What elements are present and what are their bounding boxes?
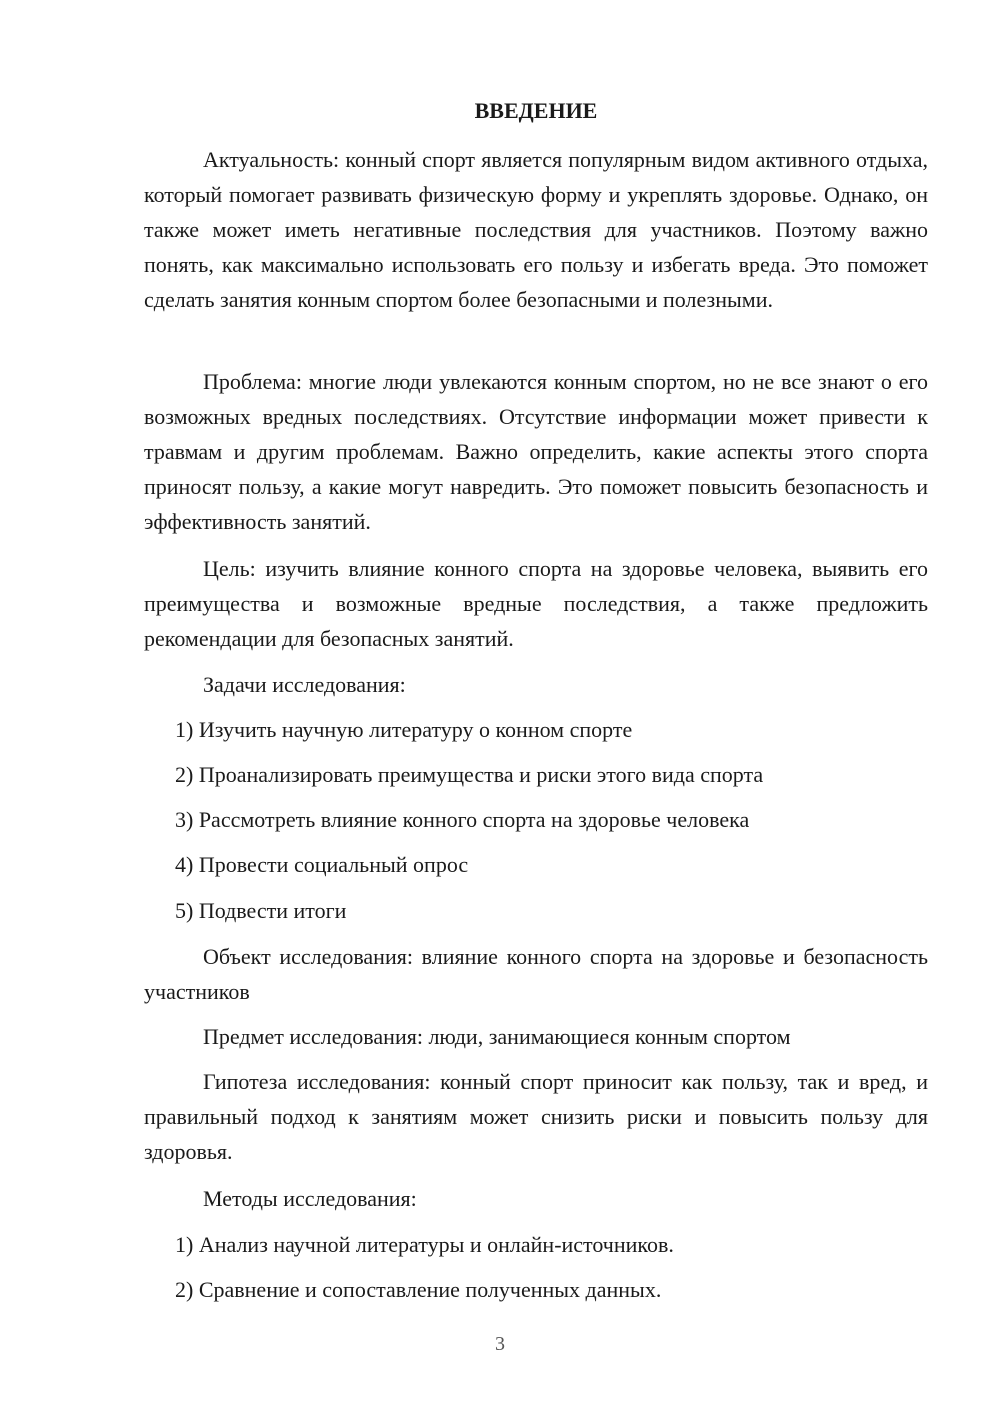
paragraph-goal: Цель: изучить влияние конного спорта на здоровье человека, выявить его преимущества и возможные вредные последствия, а также предложить рекомендации для безопасных занятий. — [144, 556, 928, 651]
task-item-2: 2) Проанализировать преимущества и риски этого вида спорта — [175, 762, 764, 787]
paragraph-subject: Предмет исследования: люди, занимающиеся конным спортом — [203, 1024, 791, 1049]
task-item-3: 3) Рассмотреть влияние конного спорта на здоровье человека — [175, 807, 750, 832]
task-item-5: 5) Подвести итоги — [175, 898, 347, 923]
paragraph-problem: Проблема: многие люди увлекаются конным спортом, но не все знают о его возможных вредных последствиях. Отсутствие информации может привести к травмам и другим проблемам. Важно определить, какие аспекты этого спорта приносят пользу, а какие могут навредить. Это поможет повысить безопасность и эффективность занятий. — [144, 369, 928, 534]
tasks-heading: Задачи исследования: — [203, 672, 406, 697]
task-item-1: 1) Изучить научную литературу о конном спорте — [175, 717, 633, 742]
methods-heading: Методы исследования: — [203, 1186, 417, 1211]
page-number: 3 — [495, 1333, 505, 1355]
paragraph-object: Объект исследования: влияние конного спорта на здоровье и безопасность участников — [144, 944, 928, 1004]
paragraph-hypothesis: Гипотеза исследования: конный спорт приносит как пользу, так и вред, и правильный подход к занятиям может снизить риски и повысить пользу для здоровья. — [144, 1069, 928, 1164]
paragraph-actuality: Актуальность: конный спорт является популярным видом активного отдыха, который помогает развивать физическую форму и укреплять здоровье. Однако, он также может иметь негативные последствия для участников. Поэтому важно понять, как максимально использовать его пользу и избегать вреда. Это поможет сделать занятия конным спортом более безопасными и полезными. — [144, 147, 928, 312]
section-title: ВВЕДЕНИЕ — [474, 98, 598, 123]
task-item-4: 4) Провести социальный опрос — [175, 852, 469, 877]
method-item-1: 1) Анализ научной литературы и онлайн-источников. — [175, 1232, 674, 1257]
method-item-2: 2) Сравнение и сопоставление полученных данных. — [175, 1277, 662, 1302]
